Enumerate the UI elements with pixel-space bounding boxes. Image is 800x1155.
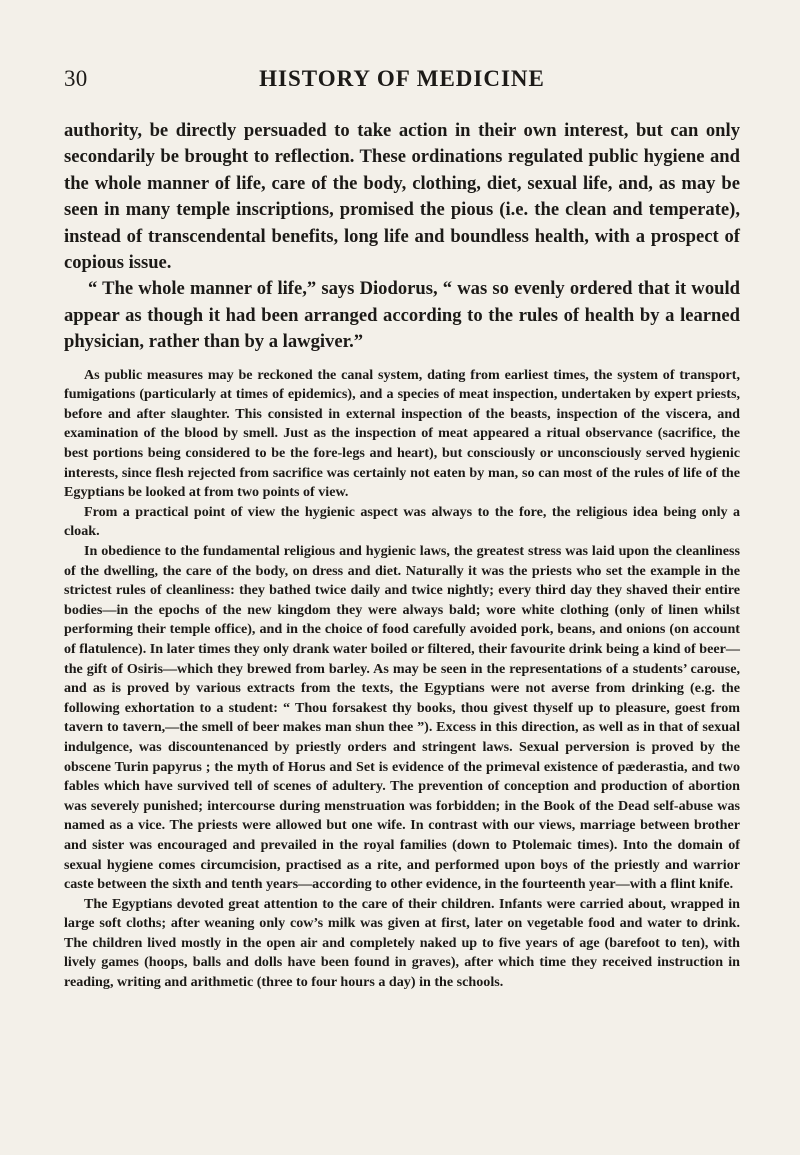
- main-paragraph: authority, be directly persuaded to take action in their own interest, but can only secondarily be brought to reflection. These ordinations regulated public hygiene and the whole manner of life, care of the body, clothing, diet, sexual life, and, as may be seen in many temple inscriptions, promised the pious (i.e. the clean and temperate), instead of transcendental benefits, long life and boundless health, with a prospect of copious issue.: [64, 120, 740, 274]
- running-title: HISTORY OF MEDICINE: [259, 66, 545, 91]
- small-paragraph: From a practical point of view the hygienic aspect was always to the fore, the religious idea being only a cloak.: [64, 503, 740, 540]
- page-number: 30: [64, 66, 88, 91]
- main-paragraph: “ The whole manner of life,” says Diodorus, “ was so evenly ordered that it would appear as though it had been arranged according to the rules of health by a learned physician, rather than by a lawgiver.”: [64, 278, 740, 353]
- small-paragraph: As public measures may be reckoned the canal system, dating from earliest times, the system of transport, fumigations (particularly at times of epidemics), and a species of meat inspection, undertaken by expert priests, before and after slaughter. This consisted in external inspection of the beasts, inspection of the viscera, and examination of the blood by smell. Just as the inspection of meat appeared a ritual observance (sacrifice, the best portions being considered to be the fore-legs and heart), but consciously or unconsciously served hygienic interests, since flesh rejected from sacrifice was certainly not eaten by man, so can most of the rules of life of the Egyptians be looked at from two points of view.: [64, 366, 740, 501]
- main-text: [64, 118, 740, 356]
- small-paragraph: The Egyptians devoted great attention to the care of their children. Infants were carried about, wrapped in large soft cloths; after weaning only cow’s milk was given at first, later on vegetable food and water to drink. The children lived mostly in the open air and completely naked up to five years of age (barefoot to ten), with lively games (hoops, balls and dolls have been found in graves), after which time they received instruction in reading, writing and arithmetic (three to four hours a day) in the schools.: [64, 895, 740, 991]
- small-print-text: [64, 366, 740, 993]
- running-head: [64, 66, 740, 106]
- small-paragraph: In obedience to the fundamental religious and hygienic laws, the greatest stress was laid upon the cleanliness of the dwelling, the care of the body, on dress and diet. Naturally it was the priests who set the example in the strictest rules of cleanliness: they bathed twice daily and twice nightly; every third day they shaved their entire bodies—in the epochs of the new kingdom they were always bald; wore white clothing (only of linen whilst performing their temple office), and in the choice of food carefully avoided pork, beans, and onions (on account of flatulence). In later times they only drank water boiled or filtered, their favourite drink being a kind of beer—the gift of Osiris—which they brewed from barley. As may be seen in the representations of a students’ carouse, and as is proved by various extracts from the texts, the Egyptians were not averse from drinking (e.g. the following exhortation to a student: “ Thou forsakest thy books, thou givest thyself up to pleasure, goest from tavern to tavern,—the smell of beer makes man shun thee ”). Excess in this direction, as well as in that of sexual indulgence, was discountenanced by priestly orders and stringent laws. Sexual perversion is proved by the obscene Turin papyrus ; the myth of Horus and Set is evidence of the primeval existence of pæderastia, and two fables which have survived tell of scenes of adultery. The prevention of conception and production of abortion was severely punished; intercourse during menstruation was forbidden; in the Book of the Dead self-abuse was named as a vice. The priests were allowed but one wife. In contrast with our views, marriage between brother and sister was encouraged and prevailed in the royal families (down to Ptolemaic times). Into the domain of sexual hygiene comes circumcision, practised as a rite, and performed upon boys of the priestly and warrior caste between the sixth and tenth years—according to other evidence, in the fourteenth year—with a flint knife.: [64, 543, 740, 893]
- book-page: [64, 0, 740, 993]
